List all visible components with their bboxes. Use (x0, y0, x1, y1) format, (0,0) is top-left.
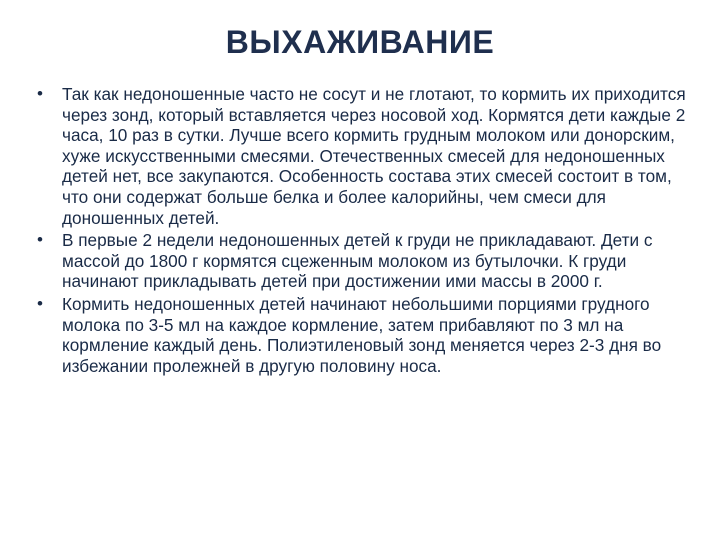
list-item (28, 294, 700, 376)
list-item (28, 230, 700, 292)
list-item (28, 84, 700, 228)
bullet-icon: • (37, 293, 43, 313)
page-title: ВЫХАЖИВАНИЕ (225, 24, 495, 60)
bullet-text: Так как недоношенные часто не сосут и не глотают, то кормить их приходится через зонд, который вставляется через носовой ход. Кормятся дети каждые 2 часа, 10 раз в сутки. Лучше всего кормить грудным молоком или донорским, хуже искусственными смесями. Отечественных смесей для недоношенных детей нет, все закупаются. Особенность состава этих смесей состоит в том, что они содержат больше белка и более калорийны, чем смеси для доношенных детей. (62, 84, 686, 228)
bullet-text: Кормить недоношенных детей начинают небольшими порциями грудного молока по 3-5 мл на каждое кормление, затем прибавляют по 3 мл на кормление каждый день. Полиэтиленовый зонд меняется через 2-3 дня во избежании пролежней в другую половину носа. (62, 293, 662, 376)
bullet-list (28, 84, 700, 378)
bullet-icon: • (37, 230, 43, 250)
bullet-icon: • (37, 84, 43, 103)
bullet-text: В первые 2 недели недоношенных детей к груди не прикладавают. Дети с массой до 1800 г кормятся сцеженным молоком из бутылочки. К груди начинают прикладывать детей при достижении ими массы в 2000 г. (62, 230, 653, 292)
